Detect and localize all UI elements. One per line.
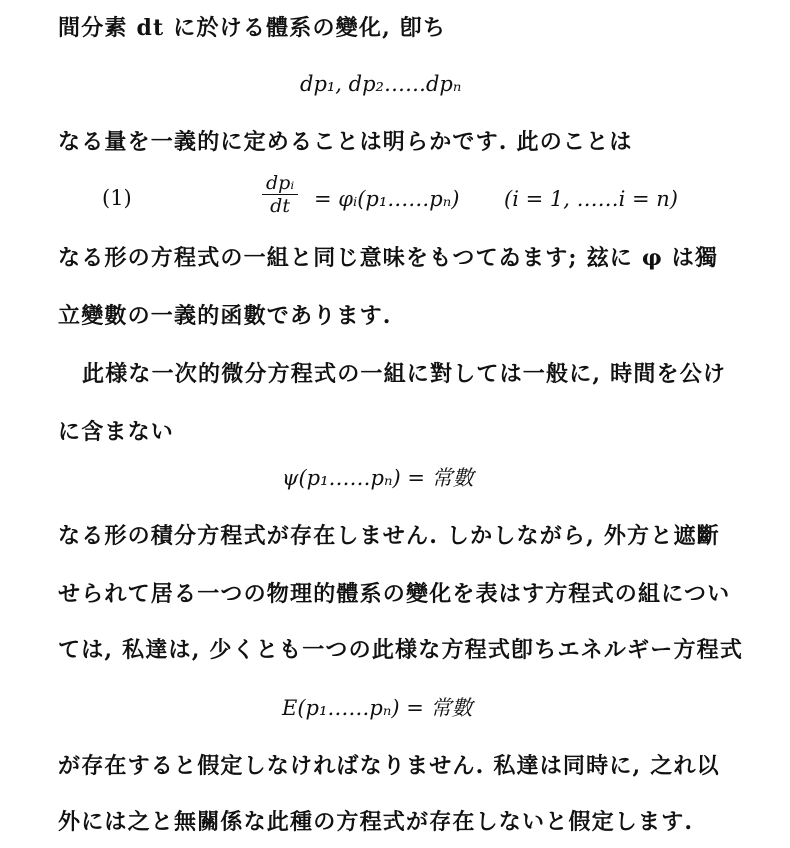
equation-1-fraction xyxy=(262,172,298,217)
equation-1-number: (1) xyxy=(102,186,132,210)
text-line-4: 立變數の一義的函數であります. xyxy=(58,303,392,329)
text-line-6: に含まない xyxy=(58,419,175,445)
text-line-8: せられて居る一つの物理的體系の變化を表はす方程式の組につい xyxy=(58,581,731,607)
text-line-5: 此様な一次的微分方程式の一組に對しては一般に, 時間を公け xyxy=(82,361,727,387)
text-line-7: なる形の積分方程式が存在しません. しかしながら, 外方と遮斷 xyxy=(58,523,720,549)
equation-1-numerator: dpᵢ xyxy=(262,172,298,195)
text-line-2: なる量を一義的に定めることは明らかです. 此のことは xyxy=(58,129,633,155)
equation-1-denominator: dt xyxy=(270,195,290,217)
text-line-3: なる形の方程式の一組と同じ意味をもつてゐます; 玆に φ は獨 xyxy=(58,245,719,271)
text-line-1: 間分素 dt に於ける體系の變化, 卽ち xyxy=(58,15,447,41)
equation-1-condition: (i = 1, ……i = n) xyxy=(504,187,678,211)
equation-dp-list: dp₁, dp₂……dpₙ xyxy=(300,72,462,96)
text-line-11: 外には之と無關係な此種の方程式が存在しないと假定します. xyxy=(58,809,694,835)
text-line-10: が存在すると假定しなければなりません. 私達は同時に, 之れ以 xyxy=(58,753,720,779)
equation-psi: ψ(p₁……pₙ) = 常數 xyxy=(282,466,474,490)
text-line-9: ては, 私達は, 少くとも一つの此様な方程式卽ちエネルギー方程式 xyxy=(58,637,744,663)
equation-energy: E(p₁……pₙ) = 常數 xyxy=(282,696,473,720)
equation-1-rhs: = φᵢ(p₁……pₙ) xyxy=(314,187,460,211)
